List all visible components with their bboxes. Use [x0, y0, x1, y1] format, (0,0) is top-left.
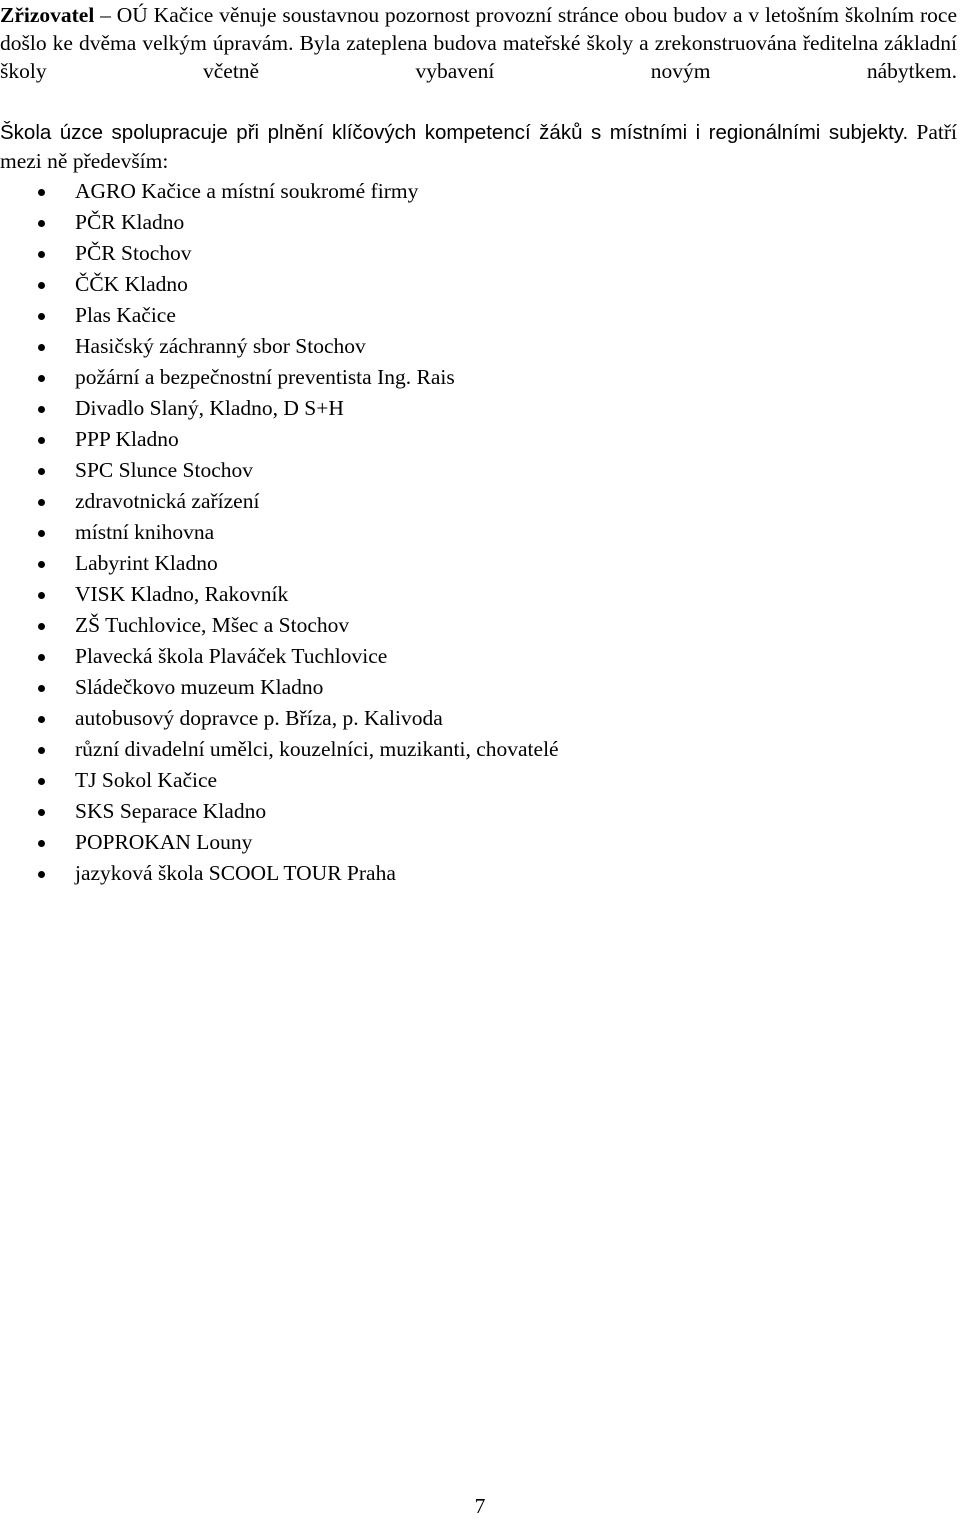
bullet-icon: [38, 499, 45, 506]
bullet-icon: [38, 220, 45, 227]
bullet-icon: [38, 468, 45, 475]
bullet-icon: [38, 809, 45, 816]
page-number: 7: [474, 1494, 486, 1518]
list-item-text: TJ Sokol Kačice: [75, 768, 218, 792]
bullet-icon: [38, 530, 45, 537]
bullet-icon: [38, 561, 45, 568]
list-item-text: SKS Separace Kladno: [75, 799, 267, 823]
list-item-text: požární a bezpečnostní preventista Ing. Rais: [75, 365, 455, 389]
list-item-text: různí divadelní umělci, kouzelníci, muzikanti, chovatelé: [75, 737, 559, 761]
bullet-icon: [38, 623, 45, 630]
list-item-text: Divadlo Slaný, Kladno, D S+H: [75, 396, 344, 420]
bullet-icon: [38, 654, 45, 661]
bullet-icon: [38, 747, 45, 754]
list-item-text: Plas Kačice: [75, 303, 176, 327]
bullet-icon: [38, 437, 45, 444]
bullet-icon: [38, 840, 45, 847]
list-item-text: PČR Kladno: [75, 210, 185, 234]
bullet-icon: [38, 778, 45, 785]
bullet-icon: [38, 282, 45, 289]
list-item-text: Hasičský záchranný sbor Stochov: [75, 334, 366, 358]
list-item-text: Labyrint Kladno: [75, 551, 218, 575]
list-item-text: zdravotnická zařízení: [75, 489, 260, 513]
paragraph-cooperation: [0, 118, 957, 175]
list-item-text: SPC Slunce Stochov: [75, 458, 253, 482]
founder-text: – OÚ Kačice věnuje soustavnou pozornost provozní stránce obou budov a v letošním školním roce došlo ke dvěma velkým úpravám. Byla zateplena budova mateřské školy a zrekonstruována ředitelna základní školy včetně vybavení novým nábytkem.: [0, 3, 957, 83]
bullet-icon: [38, 685, 45, 692]
paragraph-founder: [0, 1, 957, 113]
list-item-text: PČR Stochov: [75, 241, 192, 265]
bullet-icon: [38, 375, 45, 382]
founder-label: Zřizovatel: [0, 3, 95, 27]
list-item-text: autobusový dopravce p. Bříza, p. Kalivoda: [75, 706, 443, 730]
bullet-icon: [38, 344, 45, 351]
list-item-text: jazyková škola SCOOL TOUR Praha: [75, 861, 396, 885]
list-item-text: Plavecká škola Plaváček Tuchlovice: [75, 644, 388, 668]
bullet-icon: [38, 592, 45, 599]
list-item-text: ČČK Kladno: [75, 272, 188, 296]
cooperation-text: Škola úzce spolupracuje při plnění klíčových kompetencí žáků s místními i regionálními subjekty.: [0, 121, 909, 144]
bullet-icon: [38, 189, 45, 196]
list-item-text: POPROKAN Louny: [75, 830, 253, 854]
list-item-text: Sládečkovo muzeum Kladno: [75, 675, 324, 699]
cooperation-intro: Patří mezi ně především:: [0, 120, 957, 173]
bullet-icon: [38, 716, 45, 723]
bullet-icon: [38, 313, 45, 320]
bullet-icon: [38, 406, 45, 413]
list-item-text: AGRO Kačice a místní soukromé firmy: [75, 179, 419, 203]
list-item-text: místní knihovna: [75, 520, 215, 544]
bullet-icon: [38, 251, 45, 258]
list-item-text: PPP Kladno: [75, 427, 179, 451]
list-item-text: VISK Kladno, Rakovník: [75, 582, 289, 606]
bullet-icon: [38, 871, 45, 878]
list-item-text: ZŠ Tuchlovice, Mšec a Stochov: [75, 613, 350, 637]
